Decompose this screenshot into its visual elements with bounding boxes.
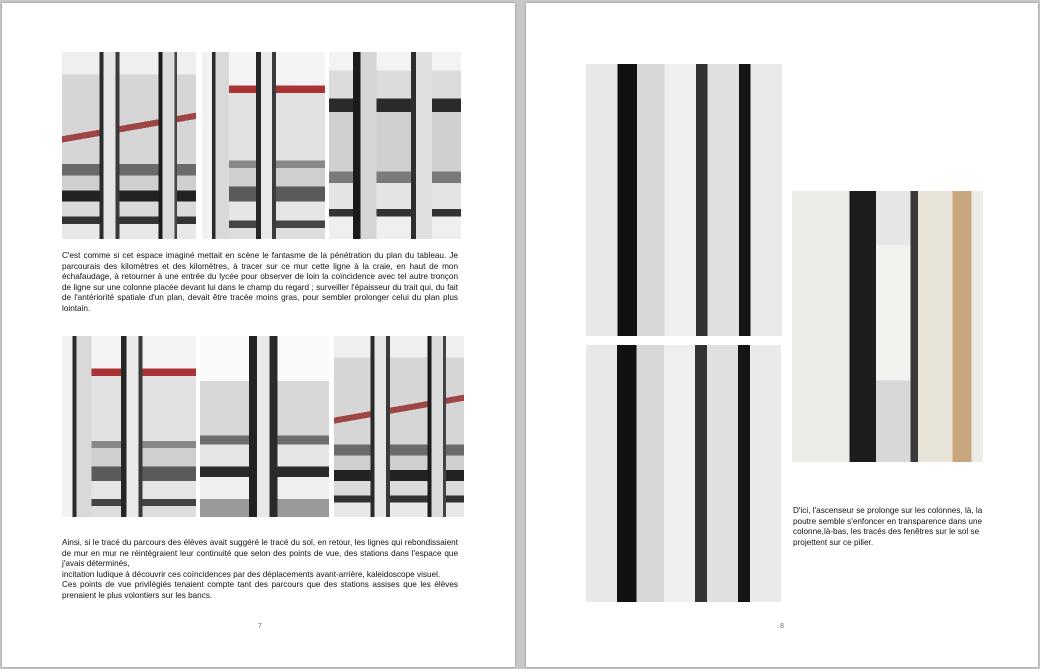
mural-photo-2	[202, 52, 325, 239]
corridor-photo	[586, 64, 782, 336]
paragraph-1	[62, 251, 458, 315]
paragraph-1-text: C'est comme si cet espace imaginé mettait en scène le fantasme de la pénétration du plan du tableau. Je parcourais des kilomètres et des kilomètres, à tracer sur ce mur cette ligne à la craie, en haut de mon échafaudage, à retourner à une entrée du lycée pour observer de loin la coïncidence avec tel autre tronçon de ligne sur une colonne placée devant lui dans le champ du regard ; surveiller l'épaisseur du trait qui, du fait de l'antériorité spatiale d'un plan, devait être tracée moins gras, pour sembler prolonger celui du plan plus lointain.	[62, 251, 458, 313]
paragraph-2	[62, 538, 458, 602]
page-number-8: 8	[780, 623, 784, 630]
paragraph-2-line-1: Ainsi, si le tracé du parcours des élèves avait suggéré le tracé du sol, en retour, les lignes qui rebondissaient de mur en mur ne réintégraient leur continuité que selon des points de vue, des stations dans l'espace que j'avais déterminés,	[62, 538, 458, 569]
page-8	[526, 3, 1038, 667]
lobby-column-photo	[792, 191, 983, 462]
page-7	[2, 3, 515, 667]
mural-photo-6	[334, 336, 464, 517]
caption	[793, 506, 983, 548]
page-number-7: 7	[258, 623, 262, 630]
mural-photo-1	[62, 52, 196, 239]
paragraph-2-line-3: Ces points de vue privilégiés tenaient compte tant des parcours que des stations assises que les élèves prenaient le plus volontiers sur les bancs.	[62, 580, 458, 600]
paragraph-2-line-2: incitation ludique à découvrir ces coïncidences par des déplacements avant-arrière, kaleidoscope visuel.	[62, 569, 441, 579]
mural-photo-4	[62, 336, 196, 517]
caption-text: D'ici, l'ascenseur se prolonge sur les colonnes, là, la poutre semble s'enfoncer en transparence dans une colonne,là-bas, les tracés des fenêtres sur le sol se projettent sur ce pilier.	[793, 506, 983, 547]
columns-photo	[586, 345, 781, 602]
mural-photo-5	[200, 336, 329, 517]
mural-photo-3	[329, 52, 461, 239]
